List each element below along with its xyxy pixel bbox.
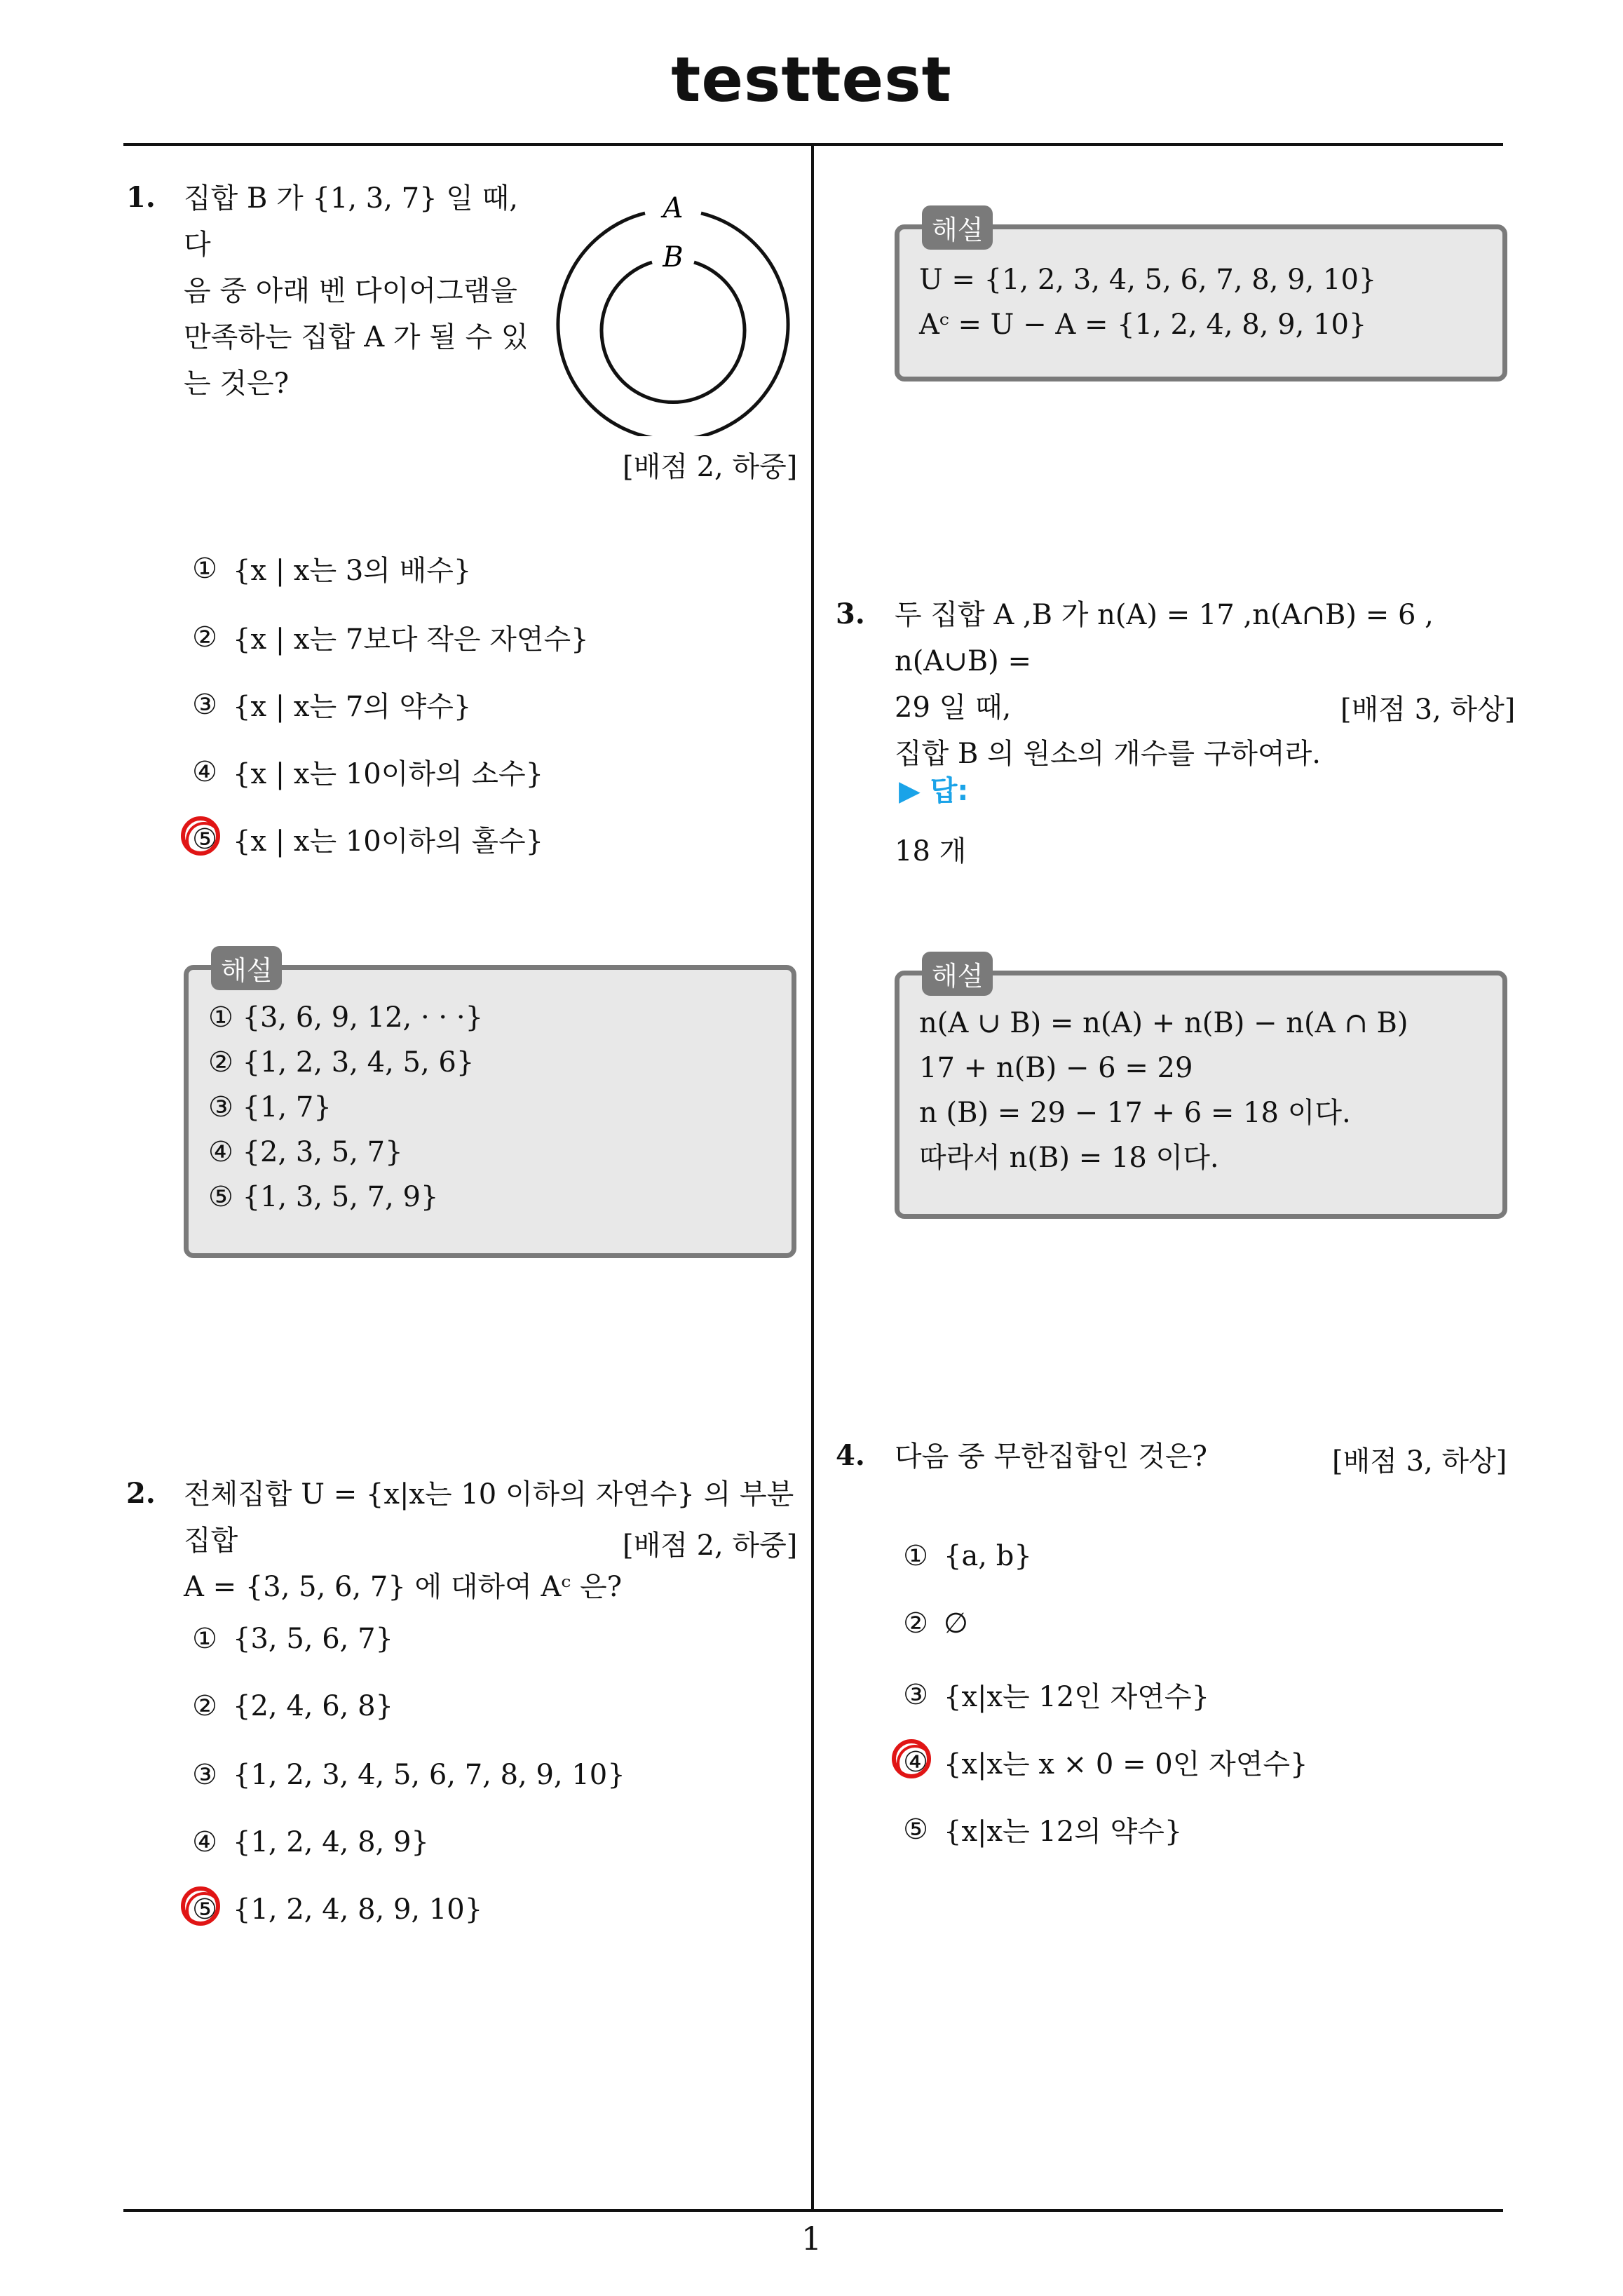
choice-marker: ②	[903, 1607, 928, 1640]
question-text-line: 29 일 때,	[895, 691, 1012, 724]
choice-1-3[interactable]	[191, 684, 471, 724]
selected-answer-mark	[181, 1886, 220, 1926]
choice-1-5[interactable]	[191, 819, 543, 859]
explanation-label: 해설	[922, 205, 993, 250]
score-2: [배점 2, 하중]	[623, 1529, 798, 1562]
explanation-line: n (B) = 29 − 17 + 6 = 18 이다.	[919, 1097, 1351, 1129]
explanation-label: 해설	[922, 952, 993, 996]
choice-marker: ①	[903, 1540, 928, 1572]
choice-marker: ②	[192, 621, 217, 654]
choice-1-4[interactable]	[191, 752, 543, 792]
choice-marker: ④	[192, 1826, 217, 1858]
question-number-4: 4.	[836, 1439, 865, 1472]
choice-text: {1, 2, 4, 8, 9, 10}	[233, 1893, 483, 1926]
choice-marker: ②	[192, 1690, 217, 1722]
question-text-line: 두 집합 A ,B 가 n(A) = 17 ,n(A∩B) = 6 , n(A∪B) =	[895, 599, 1434, 677]
choice-4-2[interactable]	[902, 1607, 968, 1640]
choice-marker: ①	[192, 552, 217, 585]
explanation-box-1	[184, 955, 796, 1258]
explanation-line: 17 + n(B) − 6 = 29	[919, 1052, 1193, 1084]
question-text-line: 만족하는 집합 A 가 될 수 있	[184, 321, 529, 353]
choice-2-5[interactable]	[191, 1893, 482, 1926]
question-text-line: 음 중 아래 벤 다이어그램을	[184, 275, 517, 307]
column-divider	[811, 146, 814, 2211]
choice-4-5[interactable]	[902, 1809, 1182, 1849]
score-1: [배점 2, 하중]	[623, 451, 798, 483]
choice-1-2[interactable]	[191, 617, 589, 657]
venn-outer-label: A	[663, 192, 684, 224]
choice-2-3[interactable]	[191, 1759, 625, 1791]
choice-2-4[interactable]	[191, 1826, 429, 1858]
question-text-line: 다음 중 무한집합인 것은?	[895, 1440, 1207, 1473]
explanation-line: n(A ∪ B) = n(A) + n(B) − n(A ∩ B)	[919, 1007, 1408, 1039]
choice-text: {1, 2, 4, 8, 9}	[233, 1826, 429, 1858]
question-text-3	[895, 592, 1512, 777]
question-text-1	[184, 175, 534, 407]
explanation-line: ④ {2, 3, 5, 7}	[208, 1136, 403, 1168]
footer-rule	[123, 2209, 1503, 2212]
question-text-line: 집합 B 의 원소의 개수를 구하여라.	[895, 738, 1322, 770]
choice-text: {2, 4, 6, 8}	[233, 1690, 393, 1722]
question-number-2: 2.	[126, 1477, 156, 1510]
explanation-label: 해설	[211, 946, 282, 990]
selected-answer-mark	[892, 1739, 931, 1778]
choice-text: {a, b}	[944, 1540, 1032, 1572]
choice-2-1[interactable]	[191, 1623, 393, 1655]
score-4: [배점 3, 하상]	[1332, 1445, 1507, 1478]
explanation-line: ② {1, 2, 3, 4, 5, 6}	[208, 1046, 475, 1079]
explanation-line: Aᶜ = U − A = {1, 2, 4, 8, 9, 10}	[919, 309, 1367, 341]
choice-4-4[interactable]	[902, 1742, 1308, 1782]
choice-text: {x|x는 12인 자연수}	[944, 1681, 1210, 1713]
explanation-line: ③ {1, 7}	[208, 1091, 332, 1123]
question-text-line: 집합 B 가 {1, 3, 7} 일 때, 다	[184, 182, 518, 261]
question-number-3: 3.	[836, 597, 865, 630]
choice-marker-glyph: ④	[903, 1745, 928, 1778]
selected-answer-mark	[181, 816, 220, 856]
choice-text: {x | x는 10이하의 소수}	[233, 758, 544, 790]
venn-inner-circle	[602, 262, 745, 402]
explanation-line: ⑤ {1, 3, 5, 7, 9}	[208, 1181, 439, 1213]
choice-text: {x|x는 12의 약수}	[944, 1816, 1183, 1848]
question-number-1: 1.	[126, 181, 156, 214]
page-number: 1	[801, 2220, 822, 2257]
score-3: [배점 3, 하상]	[1340, 694, 1516, 726]
choice-marker: ①	[192, 1623, 217, 1655]
question-text-line: 전체집합 U = {x|x는 10 이하의 자연수} 의 부분집합	[184, 1478, 794, 1557]
explanation-box-2	[895, 215, 1507, 381]
choice-marker	[191, 823, 219, 856]
choice-marker: ③	[903, 1678, 928, 1711]
page-title: testtest	[671, 43, 952, 116]
choice-marker-glyph: ⑤	[192, 1893, 217, 1926]
choice-4-3[interactable]	[902, 1675, 1209, 1715]
choice-text: {x | x는 7보다 작은 자연수}	[233, 623, 589, 656]
choice-marker	[191, 1893, 219, 1926]
choice-text: {3, 5, 6, 7}	[233, 1623, 393, 1655]
venn-inner-label: B	[663, 241, 684, 274]
answer-label: ▶ 답:	[899, 775, 969, 807]
choice-text: {x | x는 7의 약수}	[233, 691, 472, 723]
question-text-4	[895, 1433, 1343, 1480]
choice-marker	[902, 1746, 930, 1778]
question-text-line: 는 것은?	[184, 367, 290, 400]
choice-text: {x | x는 10이하의 홀수}	[233, 825, 544, 858]
explanation-line: U = {1, 2, 3, 4, 5, 6, 7, 8, 9, 10}	[919, 264, 1377, 296]
choice-marker: ③	[192, 688, 217, 721]
choice-marker: ⑤	[903, 1813, 928, 1846]
choice-1-1[interactable]	[191, 548, 471, 588]
choice-text: {x | x는 3의 배수}	[233, 555, 472, 587]
explanation-box-3	[895, 961, 1507, 1219]
explanation-line: 따라서 n(B) = 18 이다.	[919, 1142, 1219, 1174]
choice-text: {x|x는 x × 0 = 0인 자연수}	[944, 1748, 1308, 1781]
choice-marker: ③	[192, 1759, 217, 1791]
choice-marker: ④	[192, 755, 217, 788]
choice-text: {1, 2, 3, 4, 5, 6, 7, 8, 9, 10}	[233, 1759, 625, 1791]
choice-2-2[interactable]	[191, 1690, 393, 1722]
answer-value: 18 개	[895, 835, 967, 867]
choice-4-1[interactable]	[902, 1540, 1032, 1572]
choice-marker-glyph: ⑤	[192, 823, 217, 856]
choice-text: ∅	[944, 1607, 968, 1640]
venn-diagram	[547, 184, 799, 436]
explanation-line: ① {3, 6, 9, 12, · · ·}	[208, 1001, 484, 1034]
question-text-line: A = {3, 5, 6, 7} 에 대하여 Aᶜ 은?	[184, 1571, 623, 1603]
